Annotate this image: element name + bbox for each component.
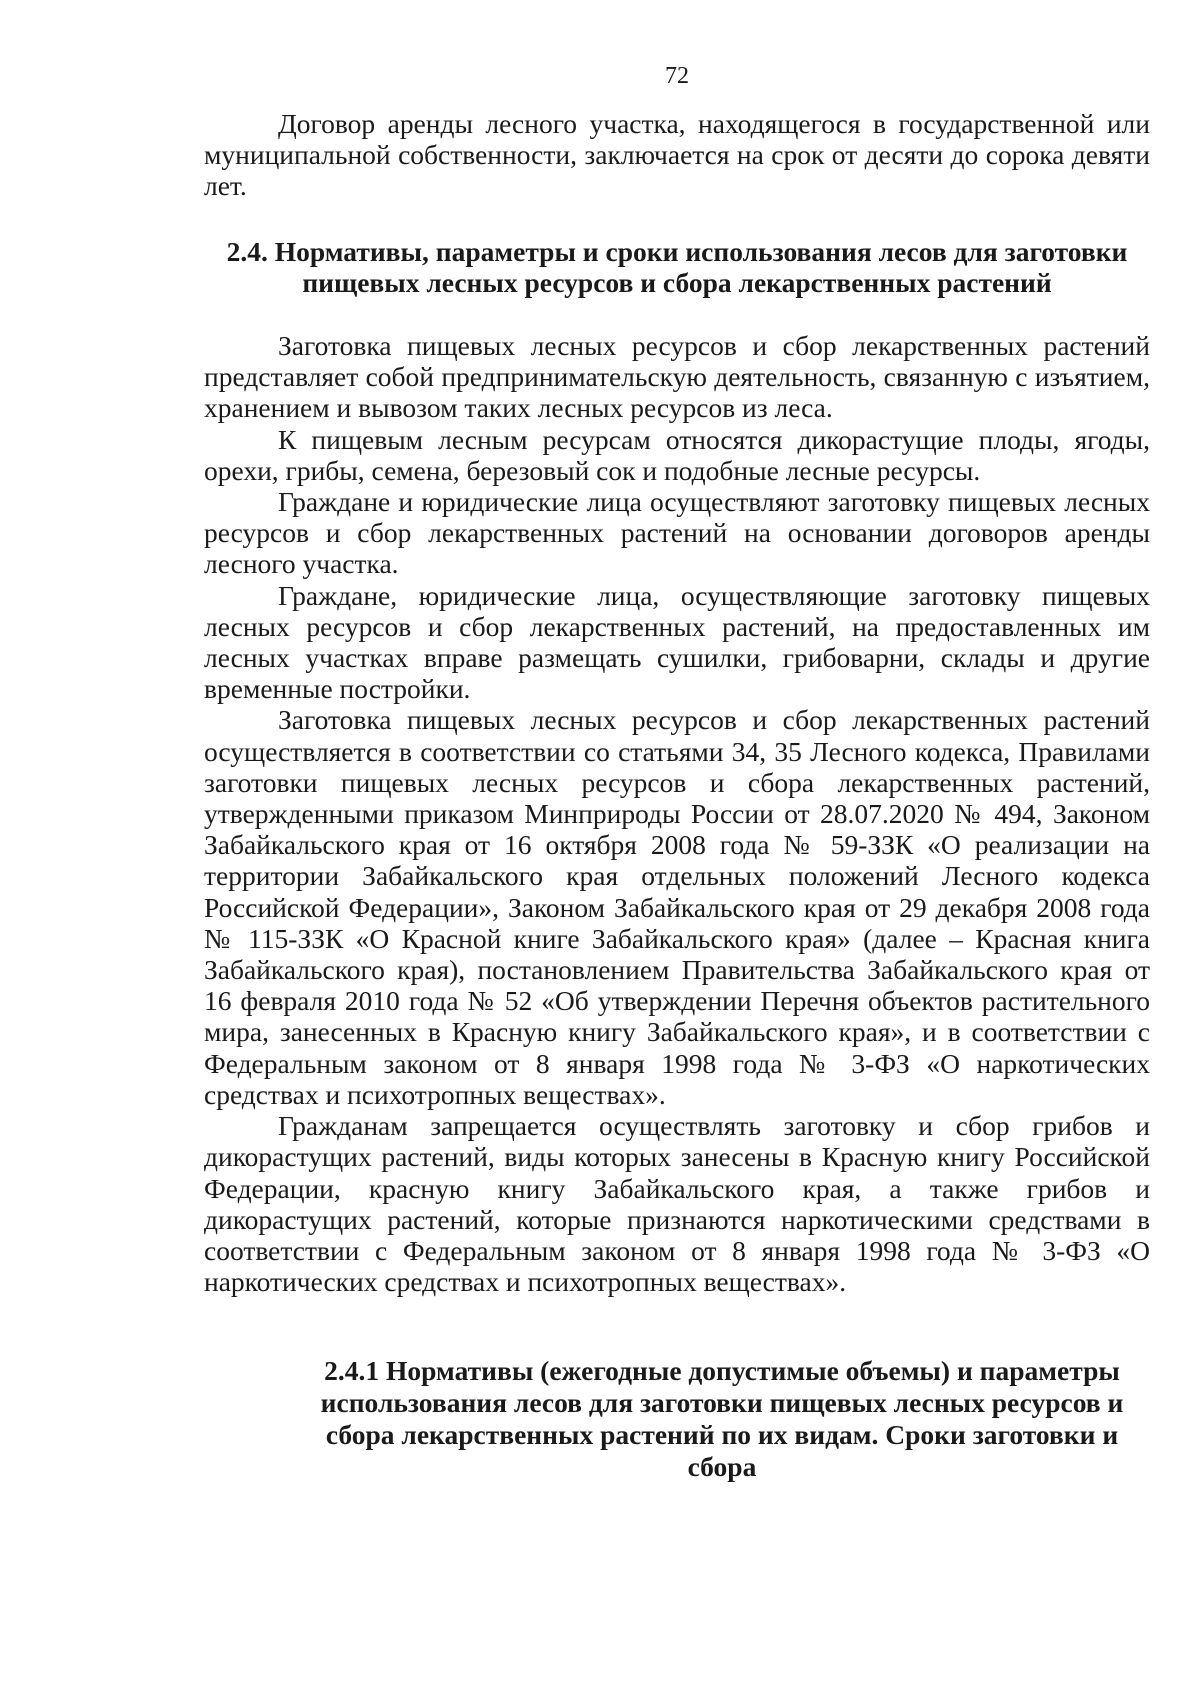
section-heading-2-4: 2.4. Нормативы, параметры и сроки использования лесов для заготовки пищевых лесных ресурсов и сбора лекарственных растений: [226, 235, 1128, 298]
paragraph: Заготовка пищевых лесных ресурсов и сбор лекарственных растений представляет собой предпринимательскую деятельность, связанную с изъятием, хранением и вывозом таких лесных ресурсов из леса.: [204, 330, 1150, 424]
paragraph: Гражданам запрещается осуществлять заготовку и сбор грибов и дикорастущих растений, виды которых занесены в Красную книгу Российской Федерации, красную книгу Забайкальского края, а также грибов и дикорастущих растений, которые признаются наркотическими средствами в соответствии с Федеральным законом от 8 января 1998 года № 3-ФЗ «О наркотических средствах и психотропных веществах».: [204, 1110, 1150, 1298]
intro-paragraph: Договор аренды лесного участка, находящегося в государственной или муниципальной собственности, заключается на срок от десяти до сорока девяти лет.: [204, 108, 1150, 202]
paragraph: Заготовка пищевых лесных ресурсов и сбор лекарственных растений осуществляется в соответствии со статьями 34, 35 Лесного кодекса, Правилами заготовки пищевых лесных ресурсов и сбора лекарственных растений, утвержденными приказом Минприроды России от 28.07.2020 № 494, Законом Забайкальского края от 16 октября 2008 года № 59-ЗЗК «О реализации на территории Забайкальского края отдельных положений Лесного кодекса Российской Федерации», Законом Забайкальского края от 29 декабря 2008 года № 115-ЗЗК «О Красной книге Забайкальского края» (далее – Красная книга Забайкальского края), постановлением Правительства Забайкальского края от 16 февраля 2010 года № 52 «Об утверждении Перечня объектов растительного мира, занесенных в Красную книгу Забайкальского края», и в соответствии с Федеральным законом от 8 января 1998 года № 3-ФЗ «О наркотических средствах и психотропных веществах».: [204, 704, 1150, 1110]
paragraph: К пищевым лесным ресурсам относятся дикорастущие плоды, ягоды, орехи, грибы, семена, березовый сок и подобные лесные ресурсы.: [204, 423, 1150, 486]
paragraph: Граждане и юридические лица осуществляют заготовку пищевых лесных ресурсов и сбор лекарственных растений на основании договоров аренды лесного участка.: [204, 486, 1150, 580]
document-page: [204, 62, 1150, 1483]
page-number: 72: [665, 63, 689, 89]
section-heading-2-4-1: 2.4.1 Нормативы (ежегодные допустимые объемы) и параметры использования лесов для заготовки пищевых лесных ресурсов и сбора лекарственных растений по их видам. Сроки заготовки и сбора: [320, 1355, 1124, 1483]
paragraph: Граждане, юридические лица, осуществляющие заготовку пищевых лесных ресурсов и сбор лекарственных растений, на предоставленных им лесных участках вправе размещать сушилки, грибоварни, склады и другие временные постройки.: [204, 579, 1150, 705]
